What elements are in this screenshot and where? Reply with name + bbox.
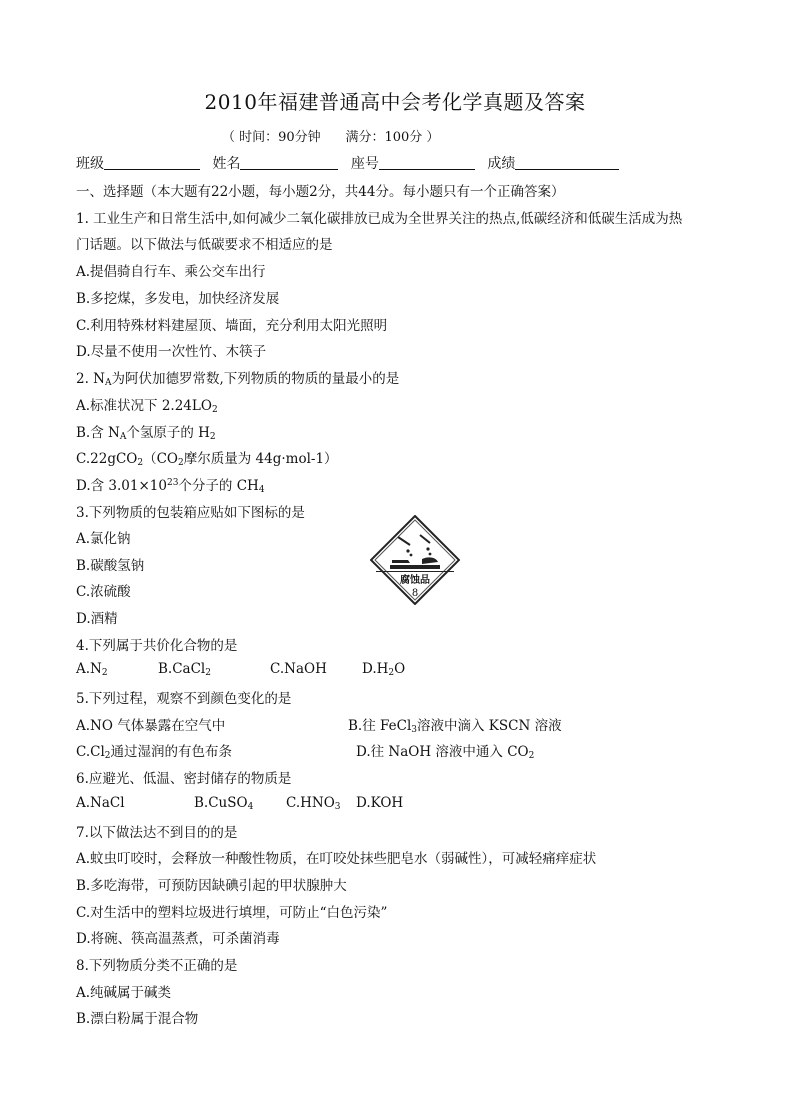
corrosive-hazard-icon [370,515,460,605]
q2-a-sub: 2 [211,405,218,415]
q8-option-a: A.纯碱属于碱类 [76,985,172,1001]
q6-option-a: A.NaCl [76,795,125,811]
q8-option-b: B.漂白粉属于混合物 [76,1011,199,1027]
q5-option-c [76,740,232,761]
q6-option-d: D.KOH [356,795,404,811]
q4-option-a [76,661,158,678]
q4-a-text: A.N [76,661,102,677]
q1-option-a: A.提倡骑自行车、乘公交车出行 [76,264,266,280]
q6-options [76,795,403,812]
q2-stem-sub: A [104,378,112,388]
score-label: 成绩 [487,156,516,172]
q2-c-mid: （CO [143,451,178,467]
q4-stem: 4.下列属于共价化合物的是 [76,638,238,654]
q2-d-sup: 23 [166,478,179,488]
section-heading: 一、选择题（本大题有22小题，每小题2分，共44分。每小题只有一个正确答案） [76,184,565,200]
q6-stem: 6.应避光、低温、密封储存的物质是 [76,771,292,787]
q5-b-post: 溶液中滴入 KSCN 溶液 [417,718,562,734]
q5-c-post: 通过湿润的有色布条 [110,744,233,760]
name-label: 姓名 [212,156,241,172]
q2-c-sub2: 2 [178,458,184,468]
q5-option-a: A.NO 气体暴露在空气中 [76,718,226,734]
q2-option-d [76,474,265,495]
q7-option-d: D.将碗、筷高温蒸煮，可杀菌消毒 [76,931,280,947]
q3-option-d: D.酒精 [76,611,118,627]
q4-b-text: B.CaCl [158,661,206,677]
q3-option-a: A.氯化钠 [76,531,131,547]
q2-b-sub1: A [119,432,127,442]
q7-option-a: A.蚊虫叮咬时，会释放一种酸性物质，在叮咬处抹些肥皂水（弱碱性），可减轻痛痒症状 [76,851,597,867]
q6-option-c [286,795,356,812]
q2-c-post: 摩尔质量为 44g·mol-1） [183,451,338,467]
q4-a-sub: 2 [101,668,108,678]
hazard-class-number: 8 [411,588,419,599]
q5-c-pre: C.Cl [76,744,105,760]
q2-option-b [76,421,216,442]
q2-stem [76,367,399,388]
q2-c-sub1: 2 [137,458,144,468]
seat-label: 座号 [350,156,379,172]
q4-d-post: O [394,661,406,677]
q4-d-sub: 2 [388,668,395,678]
score-blank[interactable] [515,155,619,170]
q1-option-b: B.多挖煤，多发电，加快经济发展 [76,291,280,307]
class-label: 班级 [76,156,104,172]
exam-title: 2010年福建普通高中会考化学真题及答案 [204,90,586,114]
q6-b-text: B.CuSO [194,795,248,811]
q5-b-pre: B.往 FeCl [348,718,412,734]
q2-c-pre: C.22gCO [76,451,138,467]
q5-c-sub: 2 [104,751,111,761]
class-blank[interactable] [104,155,200,170]
name-blank[interactable] [240,155,338,170]
q4-option-c: C.NaOH [270,661,327,677]
q2-option-c [76,447,338,468]
q2-option-a [76,394,218,415]
q7-option-b: B.多吃海带，可预防因缺碘引起的甲状腺肿大 [76,878,347,894]
q1-stem-line1: 1. 工业生产和日常生活中,如何减少二氧化碳排放已成为全世界关注的热点,低碳经济和低碳生活成为热 [76,211,683,227]
q3-option-b: B.碳酸氢钠 [76,558,145,574]
q4-option-d [362,661,405,678]
q1-stem-line2: 门话题。以下做法与低碳要求不相适应的是 [76,237,333,253]
q2-a-text: A.标准状况下 2.24LO [76,398,212,414]
q5-d-sub: 2 [528,751,535,761]
q2-b-sub2: 2 [209,432,216,442]
q2-stem-post: 为阿伏加德罗常数,下列物质的物质的量最小的是 [111,371,400,387]
q1-option-d: D.尽量不使用一次性竹、木筷子 [76,344,267,360]
q7-stem: 7.以下做法达不到目的的是 [76,825,238,841]
hazard-label: 腐蚀品 [400,575,430,586]
q5-option-d [356,740,534,761]
q1-option-c: C.利用特殊材料建屋顶、墙面，充分利用太阳光照明 [76,318,388,334]
q4-d-text: D.H [362,661,389,677]
q4-option-b [158,661,270,678]
q5-d-pre: D.往 NaOH 溶液中通入 CO [356,744,529,760]
q6-c-sub: 3 [334,802,341,812]
q6-c-text: C.HNO [286,795,335,811]
q2-b-pre: B.含 N [76,425,120,441]
student-info-row [76,153,627,173]
q5-b-sub: 3 [411,725,418,735]
q2-d-mid: 个分子的 CH [178,478,259,494]
exam-subtitle: （ 时间：90分钟 满分：100分 ） [222,130,440,145]
q6-option-b [194,795,286,812]
q5-stem: 5.下列过程，观察不到颜色变化的是 [76,691,292,707]
q3-option-c: C.浓硫酸 [76,584,131,600]
q2-stem-pre: 2. N [76,371,105,387]
q8-stem: 8.下列物质分类不正确的是 [76,958,238,974]
q4-options [76,661,405,678]
q6-b-sub: 4 [247,802,254,812]
q4-b-sub: 2 [205,668,211,678]
q2-d-pre: D.含 3.01×10 [76,478,167,494]
q7-option-c: C.对生活中的塑料垃圾进行填埋，可防止“白色污染” [76,905,388,921]
q3-stem: 3.下列物质的包装箱应贴如下图标的是 [76,505,305,521]
q2-d-sub: 4 [258,485,265,495]
seat-blank[interactable] [379,155,475,170]
q5-option-b [348,714,562,735]
q2-b-mid: 个氢原子的 H [126,425,210,441]
